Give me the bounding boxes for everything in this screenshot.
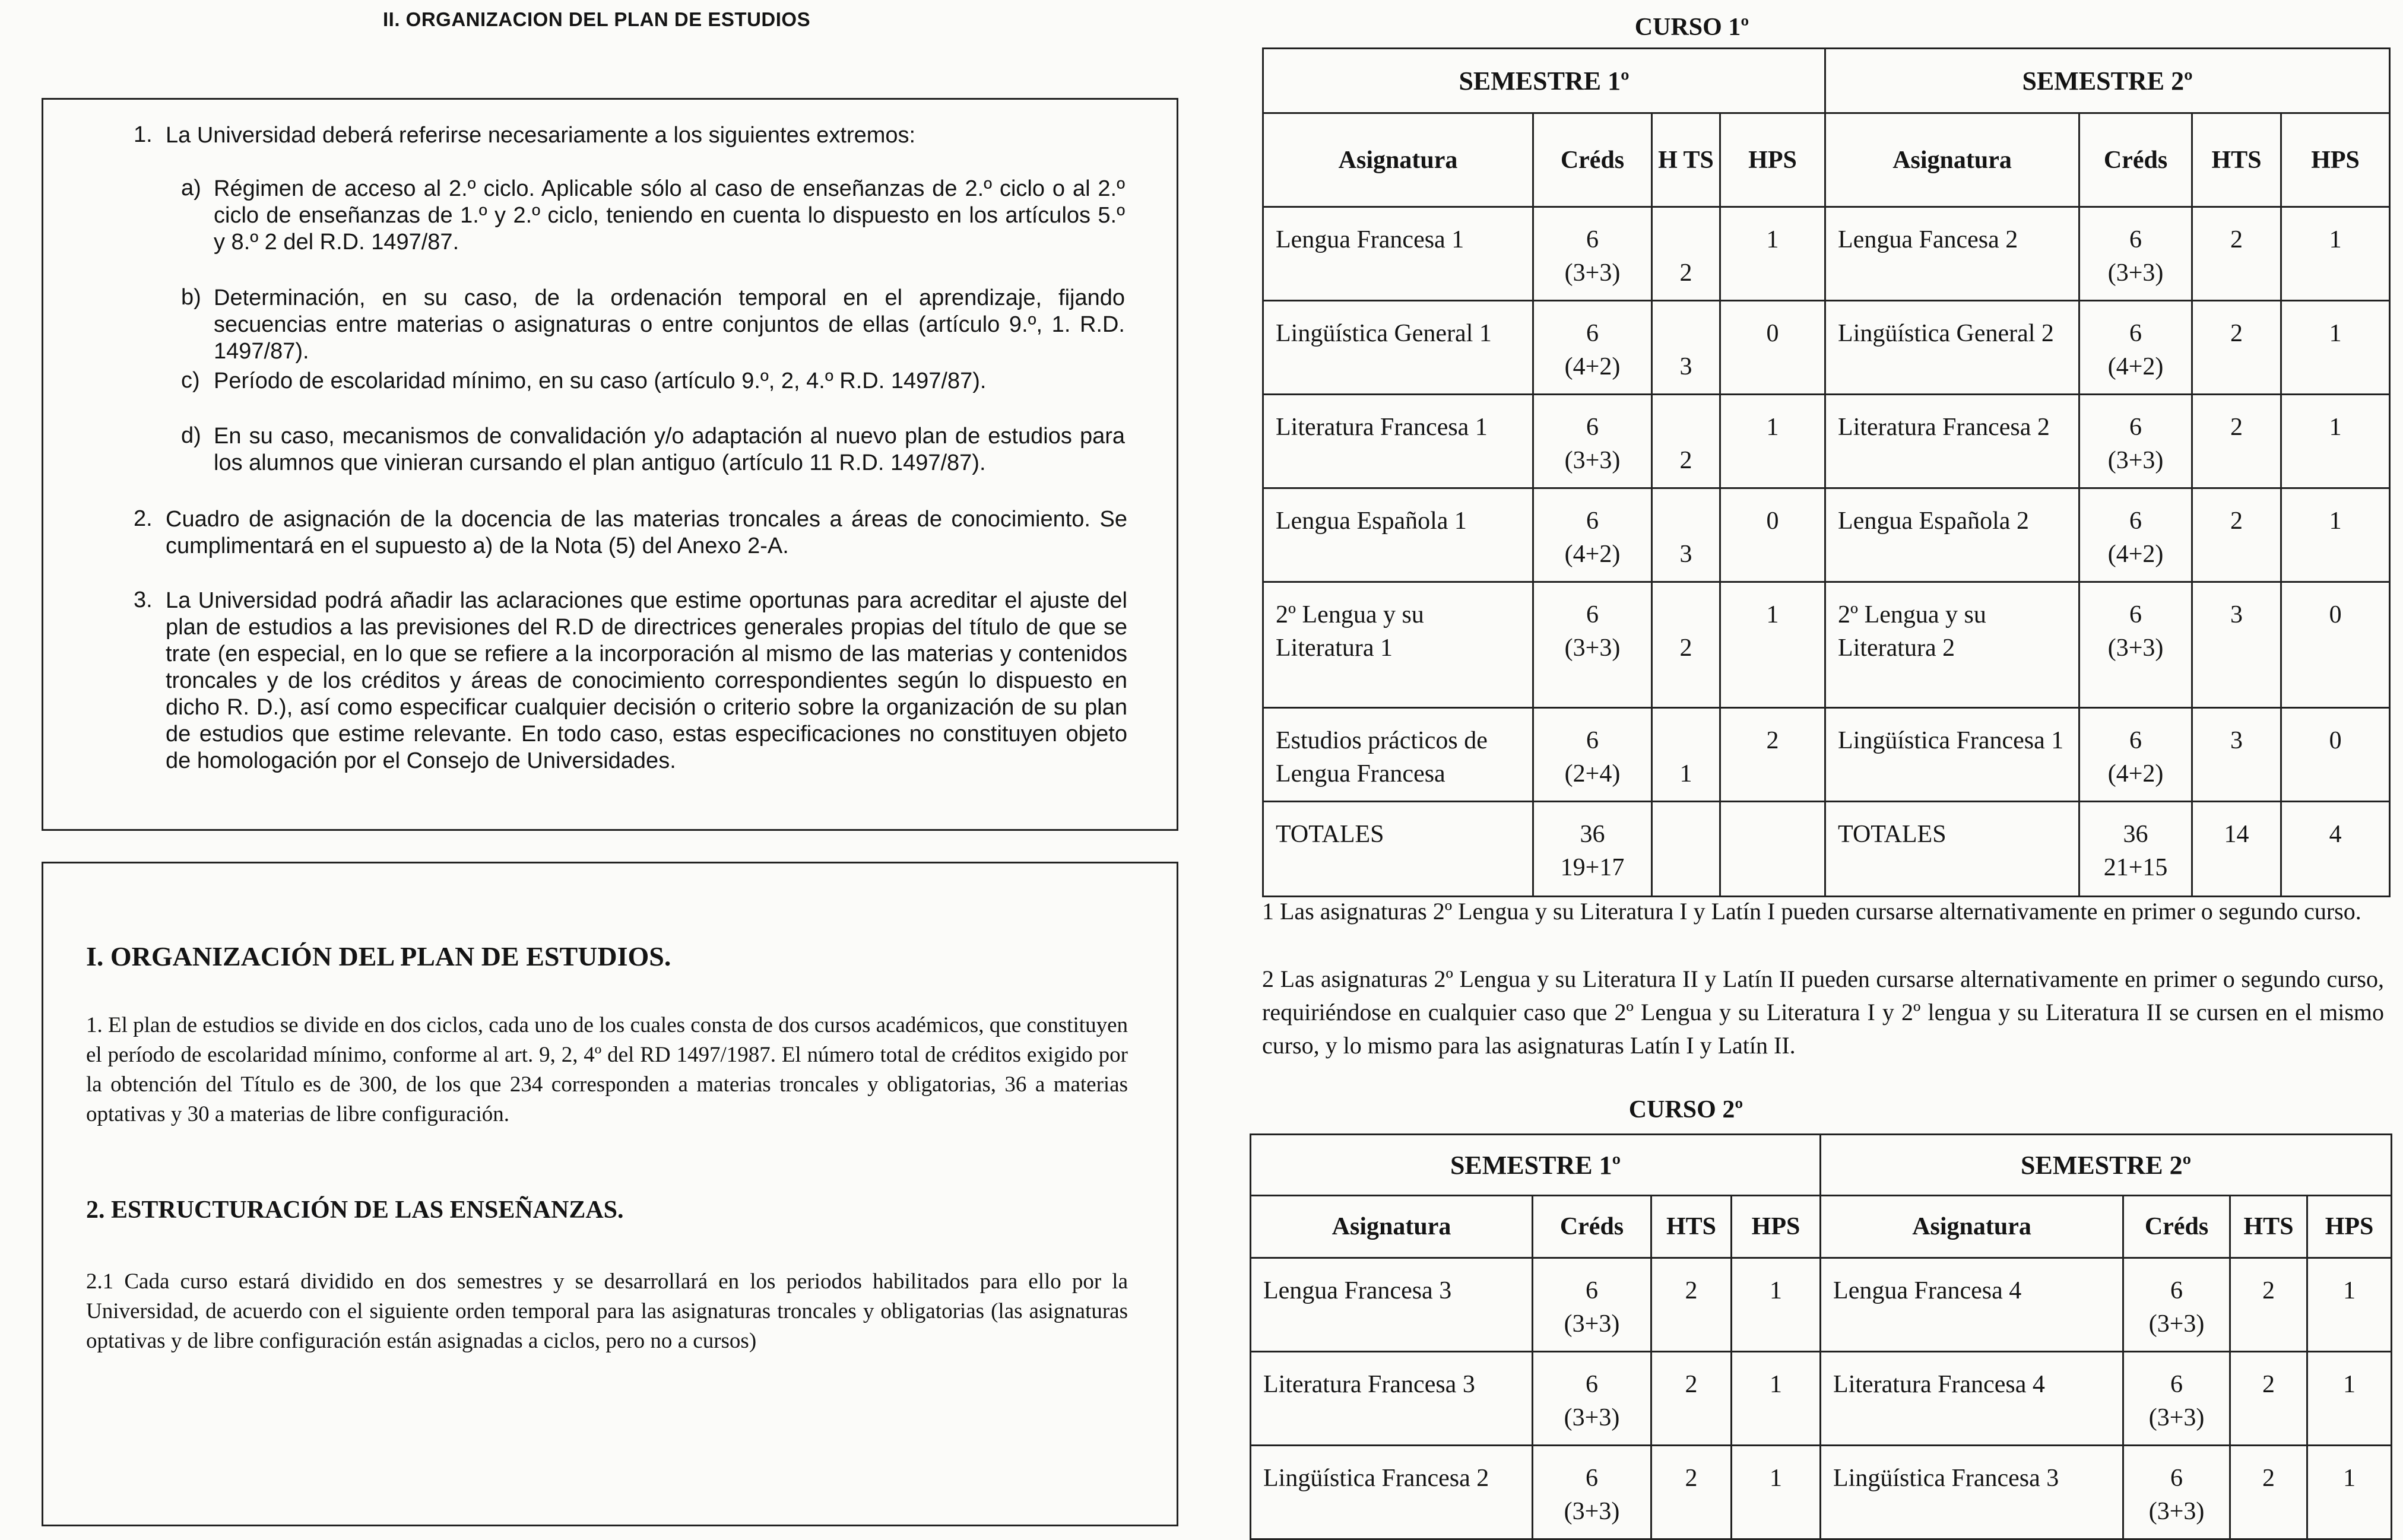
subject-name: 2º Lengua y su Literatura 2 — [1838, 601, 1986, 662]
table-cell — [1533, 301, 1652, 395]
credits-value: 6 — [2170, 1465, 2183, 1492]
note-1: 1 Las asignaturas 2º Lengua y su Literatura I y Latín I pueden cursarse alternativamente en primer o segundo curso. — [1262, 898, 2361, 925]
table-cell — [2079, 582, 2192, 708]
table-cell — [1732, 1446, 1821, 1539]
table-cell — [2079, 207, 2192, 301]
table-cell — [1652, 207, 1720, 301]
item-d-label: d) — [181, 423, 201, 448]
table-row — [1263, 301, 2390, 395]
credits-breakdown: (3+3) — [1564, 634, 1621, 662]
credits-breakdown: (3+3) — [2107, 634, 2164, 662]
table-cell — [1533, 802, 1652, 897]
subject-name: Literatura Francesa 4 — [1833, 1371, 2045, 1398]
item-2-number: 2. — [134, 506, 153, 531]
table-cell — [1720, 395, 1825, 488]
column-header: Créds — [1533, 113, 1652, 207]
curso-2-semester-2-header: SEMESTRE 2º — [1821, 1135, 2392, 1196]
table-cell — [1263, 301, 1533, 395]
hts-value: 2 — [1685, 1465, 1698, 1492]
table-row — [1251, 1446, 2392, 1539]
table-cell — [1825, 301, 2079, 395]
credits-breakdown: (3+3) — [1564, 447, 1621, 474]
hts-value: 3 — [2230, 727, 2243, 754]
item-1-number: 1. — [134, 122, 153, 147]
table-cell — [2192, 301, 2281, 395]
table-row — [1263, 708, 2390, 802]
table-cell — [2281, 207, 2390, 301]
subject-name: Lengua Francesa 3 — [1263, 1277, 1452, 1304]
column-header: HTS — [2192, 113, 2281, 207]
column-header: Créds — [1533, 1196, 1651, 1258]
credits-value: 6 — [2129, 414, 2142, 441]
table-cell — [1652, 708, 1720, 802]
table-cell — [1825, 488, 2079, 582]
item-c-text: Período de escolaridad mínimo, en su caso (artículo 9.º, 2, 4.º R.D. 1497/87). — [214, 369, 987, 393]
table-cell — [2192, 207, 2281, 301]
credits-breakdown: (3+3) — [1564, 1310, 1620, 1338]
table-cell — [2079, 802, 2192, 897]
table-cell — [2192, 395, 2281, 488]
table-cell — [1251, 1446, 1533, 1539]
table-cell — [1533, 1446, 1651, 1539]
table-cell — [1825, 395, 2079, 488]
column-header: HPS — [1720, 113, 1825, 207]
table-row — [1263, 582, 2390, 708]
hps-value: 1 — [2329, 320, 2342, 347]
table-cell — [1821, 1446, 2123, 1539]
column-header: Créds — [2079, 113, 2192, 207]
table-row — [1263, 488, 2390, 582]
hps-value: 1 — [1766, 601, 1779, 628]
column-header: Créds — [2123, 1196, 2230, 1258]
section-i-box — [42, 862, 1178, 1526]
subject-name: Literatura Francesa 3 — [1263, 1371, 1475, 1398]
curso-2-table — [1250, 1133, 2392, 1540]
hts-value: 2 — [1685, 1277, 1698, 1304]
subject-name: Lengua Francesa 1 — [1276, 226, 1464, 253]
table-row — [1263, 395, 2390, 488]
subject-name: Lengua Española 1 — [1276, 507, 1467, 535]
subject-name: Lengua Fancesa 2 — [1838, 226, 2018, 253]
table-cell — [1652, 488, 1720, 582]
hps-value: 1 — [2343, 1371, 2356, 1398]
table-cell — [2307, 1352, 2392, 1446]
table-cell — [1533, 708, 1652, 802]
table-cell — [2079, 301, 2192, 395]
credits-value: 36 — [2123, 821, 2148, 848]
item-a-text: Régimen de acceso al 2.º ciclo. Aplicable sólo al caso de enseñanzas de 2.º ciclo o al 2.º ciclo de enseñanzas de 1.º y 2.º ciclo, teniendo en cuenta lo dispuesto en los artículos 5.º y 8.º 2 del R.D. 1497/87. — [214, 176, 1125, 255]
table-cell — [1720, 488, 1825, 582]
table-cell — [1263, 395, 1533, 488]
table-cell — [1732, 1258, 1821, 1352]
section-i-paragraph-1: 1. El plan de estudios se divide en dos ciclos, cada uno de los cuales consta de dos cursos académicos, que constituyen el período de escolaridad mínimo, conforme al art. 9, 2, 4º del RD 1497/1987. El número total de créditos exigido por la obtención del Título es de 300, de los que 234 corresponden a materias troncales y obligatorias, 36 a materias optativas y 30 a materias de libre configuración. — [86, 1013, 1128, 1126]
hps-value: 0 — [1766, 507, 1779, 535]
structuring-title: 2. ESTRUCTURACIÓN DE LAS ENSEÑANZAS. — [86, 1196, 624, 1224]
table-cell — [1263, 708, 1533, 802]
table-cell — [1533, 488, 1652, 582]
table-cell — [2123, 1352, 2230, 1446]
credits-breakdown: (3+3) — [2107, 259, 2164, 287]
subject-name: Lingüística Francesa 2 — [1263, 1465, 1489, 1492]
curso-1-semester-2-header: SEMESTRE 2º — [1825, 49, 2390, 113]
credits-value: 6 — [1586, 727, 1599, 754]
table-cell — [2281, 395, 2390, 488]
credits-breakdown: (3+3) — [1564, 1404, 1620, 1431]
table-cell — [1533, 207, 1652, 301]
table-cell — [2192, 488, 2281, 582]
curso-2-title: CURSO 2º — [1628, 1096, 1743, 1123]
table-cell — [1651, 1446, 1732, 1539]
table-cell — [2281, 802, 2390, 897]
table-cell — [2230, 1446, 2307, 1539]
hps-value: 1 — [1766, 226, 1779, 253]
curso-1-table — [1262, 47, 2391, 897]
hts-value: 14 — [2224, 821, 2249, 848]
credits-breakdown: (4+2) — [2107, 353, 2164, 380]
hts-value: 2 — [2262, 1277, 2275, 1304]
item-1-text: La Universidad deberá referirse necesariamente a los siguientes extremos: — [166, 123, 916, 148]
credits-value: 6 — [2129, 226, 2142, 253]
credits-breakdown: (3+3) — [2107, 447, 2164, 474]
credits-value: 6 — [2129, 601, 2142, 628]
table-cell — [1732, 1352, 1821, 1446]
hts-value: 3 — [2230, 601, 2243, 628]
hps-value: 1 — [1766, 414, 1779, 441]
item-3-number: 3. — [134, 588, 153, 612]
credits-value: 6 — [2170, 1371, 2183, 1398]
hts-value: 2 — [1679, 634, 1692, 662]
credits-breakdown: (4+2) — [2107, 541, 2164, 568]
table-cell — [1251, 1352, 1533, 1446]
hps-value: 2 — [1766, 727, 1779, 754]
table-cell — [2230, 1258, 2307, 1352]
hts-value: 2 — [2262, 1465, 2275, 1492]
hps-value: 1 — [1770, 1277, 1783, 1304]
section-ii-title: II. ORGANIZACION DEL PLAN DE ESTUDIOS — [383, 8, 811, 30]
column-header: HPS — [2307, 1196, 2392, 1258]
credits-breakdown: (4+2) — [1564, 541, 1621, 568]
credits-value: 6 — [1586, 1465, 1598, 1492]
column-header: Asignatura — [1263, 113, 1533, 207]
hts-value: 2 — [1679, 447, 1692, 474]
table-cell — [1651, 1258, 1732, 1352]
table-cell — [2123, 1446, 2230, 1539]
table-cell — [1533, 1258, 1651, 1352]
hps-value: 1 — [2329, 226, 2342, 253]
subject-name: Estudios prácticos de Lengua Francesa — [1276, 727, 1488, 788]
table-cell — [1533, 395, 1652, 488]
table-cell — [2307, 1446, 2392, 1539]
credits-value: 6 — [2129, 507, 2142, 535]
hps-value: 0 — [1766, 320, 1779, 347]
table-cell — [1720, 301, 1825, 395]
table-row — [1251, 1352, 2392, 1446]
table-cell — [1825, 802, 2079, 897]
table-cell — [1263, 582, 1533, 708]
column-header: HTS — [2230, 1196, 2307, 1258]
column-header: H TS — [1652, 113, 1720, 207]
credits-breakdown: (3+3) — [1564, 259, 1621, 287]
curso-2-semester-1-header: SEMESTRE 1º — [1251, 1135, 1821, 1196]
curso-1-semester-1-header: SEMESTRE 1º — [1263, 49, 1825, 113]
section-ii-box — [42, 98, 1178, 831]
table-cell — [2307, 1258, 2392, 1352]
table-cell — [1720, 802, 1825, 897]
section-i-paragraph-2: 2.1 Cada curso estará dividido en dos semestres y se desarrollará en los periodos habilitados para ello por la Universidad, de acuerdo con el siguiente orden temporal para las asignaturas troncales y obligatorias (las asignaturas optativas y de libre configuración están asignadas a ciclos, pero no a cursos) — [86, 1269, 1128, 1353]
hps-value: 0 — [2329, 727, 2342, 754]
table-cell — [2079, 708, 2192, 802]
table-cell — [1533, 582, 1652, 708]
hts-value: 1 — [1679, 760, 1692, 788]
item-c-label: c) — [181, 368, 200, 393]
credits-breakdown: (4+2) — [1564, 353, 1621, 380]
table-row — [1263, 207, 2390, 301]
credits-breakdown: (3+3) — [2148, 1310, 2205, 1338]
table-cell — [1652, 802, 1720, 897]
hps-value: 1 — [2343, 1277, 2356, 1304]
hps-value: 1 — [2343, 1465, 2356, 1492]
subject-name: Lingüística Francesa 1 — [1838, 727, 2064, 754]
table-cell — [1652, 395, 1720, 488]
column-header: Asignatura — [1825, 113, 2079, 207]
credits-value: 6 — [1586, 507, 1599, 535]
credits-value: 6 — [1586, 1277, 1598, 1304]
credits-breakdown: 21+15 — [2103, 854, 2168, 881]
subject-name: TOTALES — [1276, 821, 1384, 848]
hts-value: 2 — [2230, 226, 2243, 253]
table-row — [1263, 802, 2390, 897]
table-cell — [2192, 802, 2281, 897]
credits-value: 6 — [2129, 727, 2142, 754]
note-2: 2 Las asignaturas 2º Lengua y su Literatura II y Latín II pueden cursarse alternativamente en primer o segundo curso, requiriéndose en cualquier caso que 2º Lengua y su Literatura I y 2º lengua y su Literatura II se cursen en el mismo curso, y lo mismo para las asignaturas Latín I y Latín II. — [1262, 966, 2384, 1059]
hps-value: 1 — [1770, 1371, 1783, 1398]
table-cell — [2281, 488, 2390, 582]
hts-value: 2 — [1679, 259, 1692, 287]
credits-breakdown: (2+4) — [1564, 760, 1621, 788]
table-cell — [1825, 708, 2079, 802]
column-header: HTS — [1651, 1196, 1732, 1258]
table-cell — [1263, 488, 1533, 582]
hps-value: 1 — [2329, 507, 2342, 535]
item-3-text: La Universidad podrá añadir las aclaraciones que estime oportunas para acreditar el ajuste del plan de estudios a las previsiones del R.D de directrices generales propias del título de que se trate (en especial, en lo que se refiere a la incorporación al mismo de las materias y contenidos troncales y de los créditos y áreas de conocimiento correspondientes según lo dispuesto en dicho R. D.), así como especificar cualquier decisión o criterio sobre la organización de su plan de estudios que estime relevante. En todo caso, estas especificaciones no constituyen objeto de homologación por el Consejo de Universidades. — [166, 588, 1127, 773]
table-cell — [1821, 1258, 2123, 1352]
table-cell — [1720, 207, 1825, 301]
table-cell — [1652, 301, 1720, 395]
hps-value: 0 — [2329, 601, 2342, 628]
hts-value: 2 — [1685, 1371, 1698, 1398]
credits-value: 6 — [2129, 320, 2142, 347]
table-cell — [1651, 1352, 1732, 1446]
subject-name: Lingüística General 1 — [1276, 320, 1492, 347]
column-header: HPS — [1732, 1196, 1821, 1258]
hts-value: 3 — [1679, 353, 1692, 380]
hts-value: 2 — [2262, 1371, 2275, 1398]
subject-name: Literatura Francesa 1 — [1276, 414, 1488, 441]
table-cell — [1263, 802, 1533, 897]
item-b-text: Determinación, en su caso, de la ordenación temporal en el aprendizaje, fijando secuencias entre materias o asignaturas o entre conjuntos de ellas (artículo 9.º, 1. R.D. 1497/87). — [214, 285, 1125, 364]
subject-name: Lengua Española 2 — [1838, 507, 2029, 535]
credits-value: 6 — [1586, 414, 1599, 441]
hts-value: 2 — [2230, 507, 2243, 535]
hps-value: 1 — [1770, 1465, 1783, 1492]
credits-breakdown: (3+3) — [1564, 1498, 1620, 1525]
table-cell — [1821, 1352, 2123, 1446]
credits-value: 36 — [1580, 821, 1605, 848]
credits-value: 6 — [1586, 1371, 1598, 1398]
table-cell — [1825, 207, 2079, 301]
hts-value: 2 — [2230, 320, 2243, 347]
item-a-label: a) — [181, 176, 201, 201]
table-cell — [1825, 582, 2079, 708]
table-cell — [2281, 301, 2390, 395]
table-cell — [2192, 582, 2281, 708]
subject-name: TOTALES — [1838, 821, 1947, 848]
table-cell — [1720, 582, 1825, 708]
column-header: Asignatura — [1251, 1196, 1533, 1258]
table-cell — [2281, 582, 2390, 708]
item-d-text: En su caso, mecanismos de convalidación y/o adaptación al nuevo plan de estudios para los alumnos que vinieran cursando el plan antiguo (artículo 11 R.D. 1497/87). — [214, 424, 1125, 475]
item-b-label: b) — [181, 285, 201, 310]
table-cell — [2230, 1352, 2307, 1446]
table-cell — [1533, 1352, 1651, 1446]
credits-value: 6 — [1586, 601, 1599, 628]
hps-value: 4 — [2329, 821, 2342, 848]
credits-value: 6 — [2170, 1277, 2183, 1304]
column-header: Asignatura — [1821, 1196, 2123, 1258]
table-cell — [1251, 1258, 1533, 1352]
subject-name: Lingüística General 2 — [1838, 320, 2054, 347]
credits-breakdown: (4+2) — [2107, 760, 2164, 788]
subject-name: Lingüística Francesa 3 — [1833, 1465, 2059, 1492]
credits-breakdown: 19+17 — [1560, 854, 1625, 881]
table-cell — [2079, 488, 2192, 582]
item-2-text: Cuadro de asignación de la docencia de las materias troncales a áreas de conocimiento. Se cumplimentará en el supuesto a) de la Nota (5) del Anexo 2-A. — [166, 507, 1127, 558]
table-cell — [1652, 582, 1720, 708]
section-i-title: I. ORGANIZACIÓN DEL PLAN DE ESTUDIOS. — [86, 941, 671, 971]
curso-1-title: CURSO 1º — [1634, 14, 1749, 41]
hps-value: 1 — [2329, 414, 2342, 441]
hts-value: 3 — [1679, 541, 1692, 568]
table-cell — [1720, 708, 1825, 802]
column-header: HPS — [2281, 113, 2390, 207]
table-row — [1251, 1258, 2392, 1352]
table-cell — [1263, 207, 1533, 301]
subject-name: Lengua Francesa 4 — [1833, 1277, 2022, 1304]
credits-breakdown: (3+3) — [2148, 1404, 2205, 1431]
credits-breakdown: (3+3) — [2148, 1498, 2205, 1525]
table-cell — [2123, 1258, 2230, 1352]
subject-name: 2º Lengua y su Literatura 1 — [1276, 601, 1424, 662]
subject-name: Literatura Francesa 2 — [1838, 414, 2050, 441]
table-cell — [2079, 395, 2192, 488]
credits-value: 6 — [1586, 226, 1599, 253]
credits-value: 6 — [1586, 320, 1599, 347]
hts-value: 2 — [2230, 414, 2243, 441]
table-cell — [2281, 708, 2390, 802]
table-cell — [2192, 708, 2281, 802]
